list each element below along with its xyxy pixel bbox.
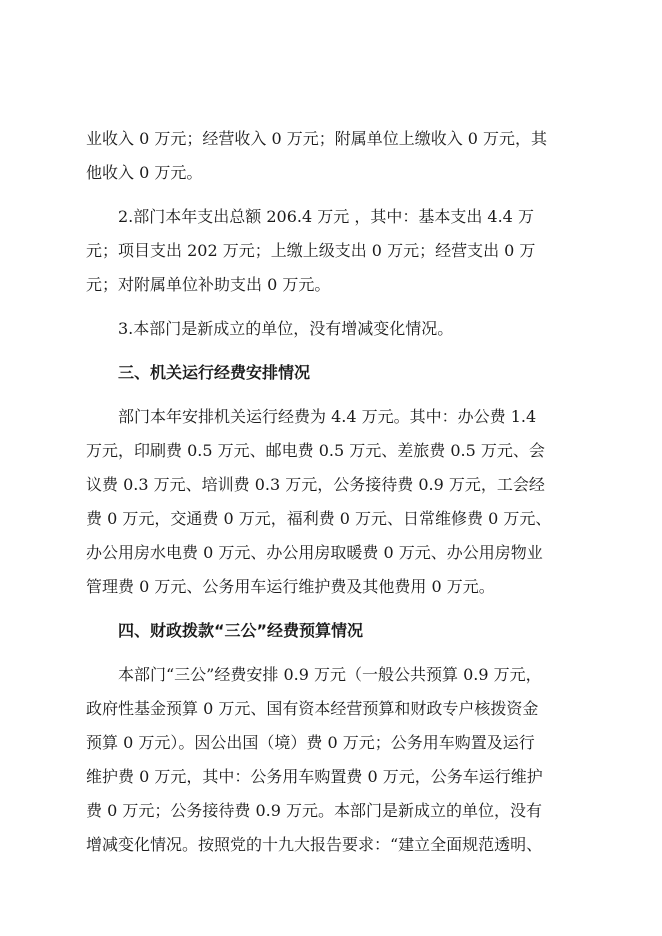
text-line: 增减变化情况。按照党的十九大报告要求：“建立全面规范透明、 xyxy=(86,835,543,854)
text-line: 元；对附属单位补助支出 0 万元。 xyxy=(86,275,331,294)
paragraph-operating-expenses xyxy=(86,400,586,604)
text-line: 维护费 0 万元，其中：公务用车购置费 0 万元，公务车运行维护 xyxy=(86,767,543,786)
paragraph-expense xyxy=(86,200,586,302)
paragraph-sangong-budget xyxy=(86,658,586,862)
text-line: 议费 0.3 万元、培训费 0.3 万元，公务接待费 0.9 万元，工会经 xyxy=(86,475,545,494)
text-line: 万元，印刷费 0.5 万元、邮电费 0.5 万元、差旅费 0.5 万元、会 xyxy=(86,441,545,460)
paragraph-income-tail xyxy=(86,122,586,190)
text-line: 他收入 0 万元。 xyxy=(86,163,203,182)
text-line: 管理费 0 万元、公务用车运行维护费及其他费用 0 万元。 xyxy=(86,577,495,596)
paragraph-new-unit xyxy=(86,312,586,346)
text-line: 业收入 0 万元；经营收入 0 万元；附属单位上缴收入 0 万元，其 xyxy=(86,129,548,148)
text-line: 费 0 万元，交通费 0 万元，福利费 0 万元、日常维修费 0 万元、 xyxy=(86,509,552,528)
text-line: 办公用房水电费 0 万元、办公用房取暖费 0 万元、办公用房物业 xyxy=(86,543,543,562)
text-line: 3.本部门是新成立的单位，没有增减变化情况。 xyxy=(118,319,454,338)
text-line: 预算 0 万元）。因公出国（境）费 0 万元；公务用车购置及运行 xyxy=(86,733,535,752)
text-line: 2.部门本年支出总额 206.4 万元 ，其中：基本支出 4.4 万 xyxy=(118,207,534,226)
text-line: 元；项目支出 202 万元；上缴上级支出 0 万元；经营支出 0 万 xyxy=(86,241,536,260)
text-line: 部门本年安排机关运行经费为 4.4 万元。其中：办公费 1.4 xyxy=(118,407,537,426)
text-line: 费 0 万元；公务接待费 0.9 万元。本部门是新成立的单位，没有 xyxy=(86,801,542,820)
text-line: 政府性基金预算 0 万元、国有资本经营预算和财政专户核拨资金 xyxy=(86,699,539,718)
section-heading-3: 三、机关运行经费安排情况 xyxy=(118,363,311,382)
text-line: 本部门“三公”经费安排 0.9 万元（一般公共预算 0.9 万元， xyxy=(118,665,542,684)
section-heading-4: 四、财政拨款“三公”经费预算情况 xyxy=(118,621,364,640)
document-body xyxy=(86,122,586,862)
